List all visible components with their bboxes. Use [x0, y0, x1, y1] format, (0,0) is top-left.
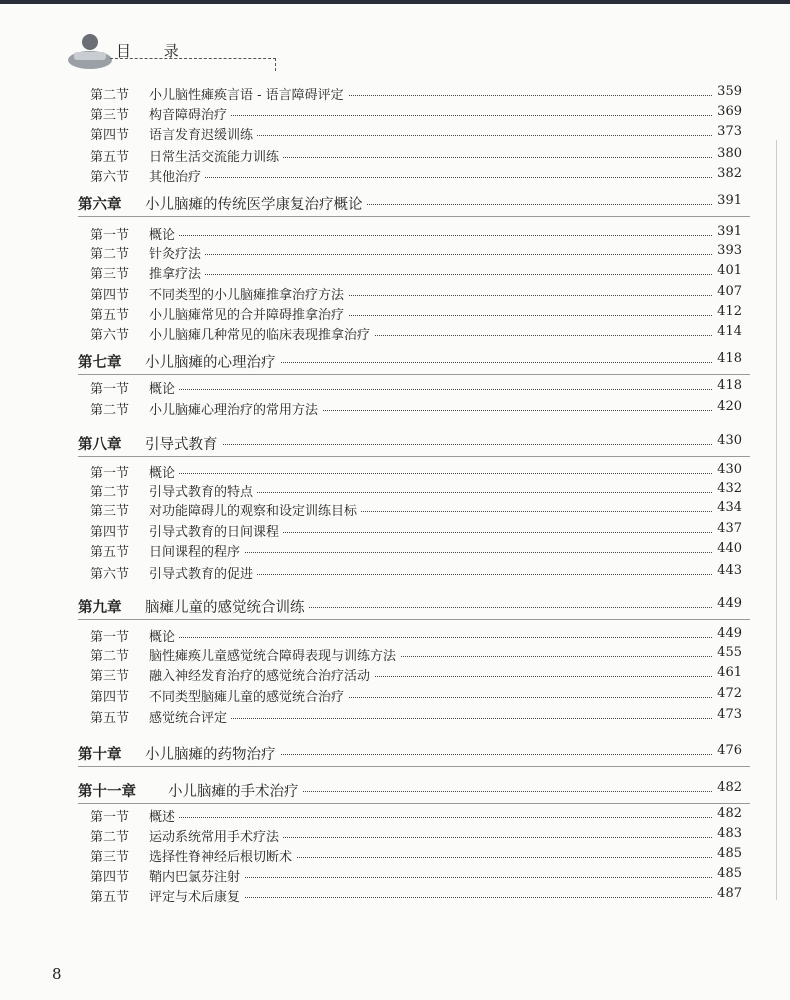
toc-section-row[interactable] [0, 541, 790, 561]
toc-section-row[interactable] [0, 146, 790, 166]
toc-section-row[interactable] [0, 645, 790, 665]
entry-page-number: 434 [713, 500, 742, 515]
section-label: 第二节 [90, 247, 130, 262]
entry-page-number: 412 [713, 304, 742, 319]
section-label: 第四节 [90, 870, 130, 885]
entry-title: 选择性脊神经后根切断术 [149, 846, 296, 865]
entry-title: 日间课程的程序 [149, 541, 244, 560]
entry-title: 感觉统合评定 [149, 707, 231, 726]
chapter-label: 第八章 [78, 437, 122, 453]
entry-title: 鞘内巴氯芬注射 [149, 866, 244, 885]
entry-title: 概论 [149, 462, 179, 481]
entry-title: 其他治疗 [149, 166, 205, 185]
section-label: 第三节 [90, 504, 130, 519]
entry-title: 脑瘫儿童的感觉统合训练 [145, 596, 309, 617]
toc-section-row[interactable] [0, 866, 790, 886]
toc-section-row[interactable] [0, 886, 790, 906]
toc-section-row[interactable] [0, 84, 790, 104]
toc-chapter-row[interactable] [0, 743, 790, 763]
entry-page-number: 449 [713, 626, 742, 641]
chapter-divider [78, 216, 750, 217]
toc-chapter-row[interactable] [0, 596, 790, 616]
entry-page-number: 382 [713, 166, 742, 181]
entry-page-number: 482 [713, 806, 742, 821]
section-label: 第二节 [90, 649, 130, 664]
entry-title: 引导式教育 [145, 433, 222, 454]
entry-title: 运动系统常用手术疗法 [149, 826, 283, 845]
chapter-label: 第九章 [78, 600, 122, 616]
entry-page-number: 420 [713, 399, 742, 414]
section-label: 第四节 [90, 128, 130, 143]
toc-section-row[interactable] [0, 626, 790, 646]
toc-section-row[interactable] [0, 707, 790, 727]
entry-page-number: 443 [713, 563, 742, 578]
section-label: 第三节 [90, 850, 130, 865]
toc-section-row[interactable] [0, 665, 790, 685]
entry-title: 小儿脑瘫常见的合并障碍推拿治疗 [149, 304, 348, 323]
entry-title: 小儿脑性瘫痪言语 - 语言障碍评定 [149, 84, 348, 103]
chapter-label: 第六章 [78, 197, 122, 213]
toc-section-row[interactable] [0, 263, 790, 283]
toc-section-row[interactable] [0, 563, 790, 583]
toc-section-row[interactable] [0, 846, 790, 866]
toc-section-row[interactable] [0, 304, 790, 324]
dot-leader [149, 235, 730, 236]
section-label: 第四节 [90, 288, 130, 303]
entry-title: 针灸疗法 [149, 243, 205, 262]
section-label: 第三节 [90, 267, 130, 282]
section-label: 第一节 [90, 228, 130, 243]
section-label: 第四节 [90, 690, 130, 705]
section-label: 第二节 [90, 88, 130, 103]
entry-page-number: 373 [713, 124, 742, 139]
entry-page-number: 476 [713, 743, 742, 758]
entry-page-number: 430 [713, 433, 742, 448]
dot-leader [149, 817, 730, 818]
entry-title: 概述 [149, 806, 179, 825]
toc-title: 目 录 [116, 42, 193, 60]
section-label: 第六节 [90, 328, 130, 343]
entry-page-number: 485 [713, 846, 742, 861]
dot-leader [149, 718, 730, 719]
entry-title: 语言发育迟缓训练 [149, 124, 257, 143]
toc-section-row[interactable] [0, 224, 790, 244]
entry-page-number: 482 [713, 780, 742, 795]
toc-section-row[interactable] [0, 806, 790, 826]
section-label: 第一节 [90, 382, 130, 397]
toc-section-row[interactable] [0, 481, 790, 501]
entry-page-number: 418 [713, 351, 742, 366]
entry-title: 小儿脑瘫的手术治疗 [168, 780, 303, 801]
entry-title: 不同类型的小儿脑瘫推拿治疗方法 [149, 284, 348, 303]
section-label: 第五节 [90, 890, 130, 905]
entry-title: 引导式教育的促进 [149, 563, 257, 582]
chapter-divider [78, 619, 750, 620]
section-label: 第一节 [90, 466, 130, 481]
section-label: 第二节 [90, 403, 130, 418]
entry-title: 日常生活交流能力训练 [149, 146, 283, 165]
section-label: 第六节 [90, 567, 130, 582]
toc-section-row[interactable] [0, 500, 790, 520]
entry-page-number: 473 [713, 707, 742, 722]
entry-title: 融入神经发育治疗的感觉统合治疗活动 [149, 665, 374, 684]
entry-page-number: 407 [713, 284, 742, 299]
entry-title: 概论 [149, 224, 179, 243]
dot-leader [149, 637, 730, 638]
chapter-divider [78, 803, 750, 804]
toc-chapter-row[interactable] [0, 193, 790, 213]
chapter-label: 第七章 [78, 355, 122, 371]
chapter-label: 第十章 [78, 747, 122, 763]
entry-title: 小儿脑瘫的药物治疗 [145, 743, 280, 764]
entry-title: 小儿脑瘫心理治疗的常用方法 [149, 399, 322, 418]
entry-page-number: 483 [713, 826, 742, 841]
page-number: 8 [52, 965, 62, 983]
section-label: 第五节 [90, 308, 130, 323]
toc-chapter-row[interactable] [0, 433, 790, 453]
dot-leader [145, 444, 730, 445]
entry-page-number: 418 [713, 378, 742, 393]
dot-leader [149, 473, 730, 474]
section-label: 第五节 [90, 545, 130, 560]
toc-section-row[interactable] [0, 462, 790, 482]
section-label: 第二节 [90, 485, 130, 500]
toc-section-row[interactable] [0, 124, 790, 144]
entry-title: 引导式教育的日间课程 [149, 521, 283, 540]
section-label: 第二节 [90, 830, 130, 845]
entry-page-number: 380 [713, 146, 742, 161]
entry-page-number: 369 [713, 104, 742, 119]
entry-page-number: 432 [713, 481, 742, 496]
entry-title: 概论 [149, 378, 179, 397]
section-label: 第四节 [90, 525, 130, 540]
toc-chapter-row[interactable] [0, 351, 790, 371]
entry-page-number: 414 [713, 324, 742, 339]
entry-page-number: 455 [713, 645, 742, 660]
toc-section-row[interactable] [0, 686, 790, 706]
entry-page-number: 440 [713, 541, 742, 556]
entry-page-number: 430 [713, 462, 742, 477]
toc-section-row[interactable] [0, 521, 790, 541]
entry-page-number: 487 [713, 886, 742, 901]
entry-page-number: 391 [713, 193, 742, 208]
section-label: 第三节 [90, 108, 130, 123]
dot-leader [149, 274, 730, 275]
toc-section-row[interactable] [0, 826, 790, 846]
section-label: 第五节 [90, 711, 130, 726]
entry-title: 小儿脑瘫的传统医学康复治疗概论 [145, 193, 367, 214]
entry-title: 对功能障碍儿的观察和设定训练目标 [149, 500, 361, 519]
section-label: 第五节 [90, 150, 130, 165]
chapter-divider [78, 374, 750, 375]
section-label: 第一节 [90, 630, 130, 645]
entry-title: 推拿疗法 [149, 263, 205, 282]
chapter-divider [78, 766, 750, 767]
entry-page-number: 461 [713, 665, 742, 680]
entry-page-number: 449 [713, 596, 742, 611]
chapter-label: 第十一章 [78, 784, 136, 800]
toc-section-row[interactable] [0, 399, 790, 419]
entry-page-number: 472 [713, 686, 742, 701]
entry-title: 小儿脑瘫几种常见的临床表现推拿治疗 [149, 324, 374, 343]
entry-page-number: 401 [713, 263, 742, 278]
entry-page-number: 485 [713, 866, 742, 881]
toc-section-row[interactable] [0, 378, 790, 398]
toc-section-row[interactable] [0, 324, 790, 344]
dot-leader [149, 254, 730, 255]
dot-leader [149, 177, 730, 178]
toc-section-row[interactable] [0, 243, 790, 263]
entry-title: 概论 [149, 626, 179, 645]
toc-section-row[interactable] [0, 166, 790, 186]
dot-leader [149, 115, 730, 116]
entry-title: 脑性瘫痪儿童感觉统合障碍表现与训练方法 [149, 645, 400, 664]
section-label: 第三节 [90, 669, 130, 684]
entry-page-number: 359 [713, 84, 742, 99]
entry-title: 构音障碍治疗 [149, 104, 231, 123]
dot-leader [149, 389, 730, 390]
entry-page-number: 391 [713, 224, 742, 239]
entry-title: 小儿脑瘫的心理治疗 [145, 351, 280, 372]
entry-page-number: 393 [713, 243, 742, 258]
section-label: 第六节 [90, 170, 130, 185]
entry-page-number: 437 [713, 521, 742, 536]
chapter-divider [78, 456, 750, 457]
entry-title: 评定与术后康复 [149, 886, 244, 905]
toc-section-row[interactable] [0, 104, 790, 124]
toc-section-row[interactable] [0, 284, 790, 304]
toc-chapter-row[interactable] [0, 780, 790, 800]
entry-title: 不同类型脑瘫儿童的感觉统合治疗 [149, 686, 348, 705]
section-label: 第一节 [90, 810, 130, 825]
entry-title: 引导式教育的特点 [149, 481, 257, 500]
